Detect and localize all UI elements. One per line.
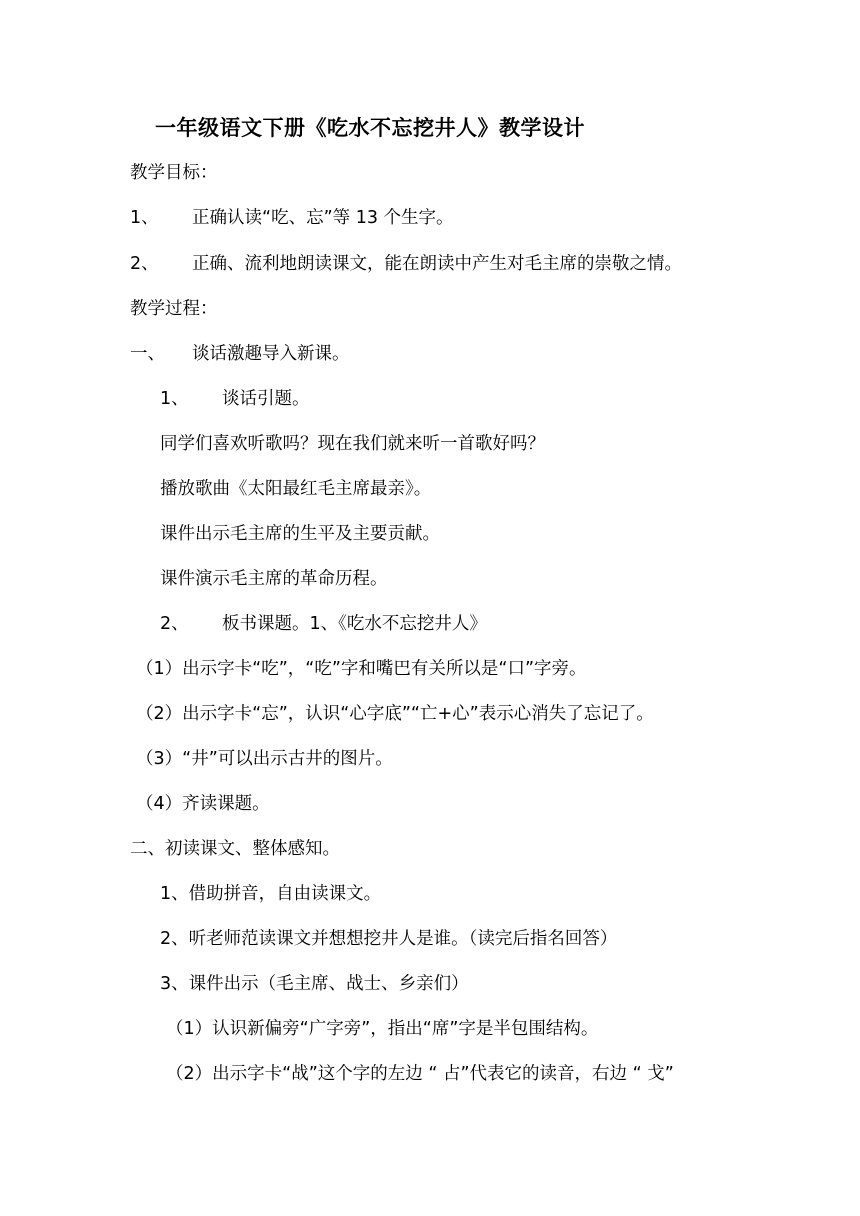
section-text: 谈话激趣导入新课。 <box>192 344 350 364</box>
paragraph-line: 同学们喜欢听歌吗？现在我们就来听一首歌好吗？ <box>160 434 545 454</box>
objective-text: 正确认读“吃、忘”等 13 个生字。 <box>192 208 454 228</box>
objective-item <box>130 252 682 276</box>
section-heading <box>130 342 350 366</box>
step-item: 2、听老师范读课文并想想挖井人是谁。（读完后指名回答） <box>160 929 618 949</box>
step-text: 谈话引题。 <box>222 389 310 409</box>
step-item <box>160 612 487 636</box>
sub-item: （2）出示字卡“忘”，认识“心字底”“亡+心”表示心消失了忘记了。 <box>136 704 654 724</box>
objective-number: 2、 <box>130 254 159 274</box>
objectives-heading: 教学目标： <box>130 163 218 183</box>
step-number: 2、 <box>160 614 189 634</box>
step-item: 1、借助拼音，自由读课文。 <box>160 884 382 904</box>
section-heading: 二、初读课文、整体感知。 <box>130 839 340 859</box>
paragraph-line: 播放歌曲《太阳最红毛主席最亲》。 <box>160 479 432 499</box>
paragraph-line: 课件演示毛主席的革命历程。 <box>160 569 388 589</box>
sub-item: （3）“井”可以出示古井的图片。 <box>136 749 393 769</box>
objective-item <box>130 206 454 230</box>
objective-text: 正确、流利地朗读课文，能在朗读中产生对毛主席的崇敬之情。 <box>192 254 682 274</box>
sub-item: （1）出示字卡“吃”，“吃”字和嘴巴有关所以是“口”字旁。 <box>136 659 587 679</box>
paragraph-line: 课件出示毛主席的生平及主要贡献。 <box>160 524 440 544</box>
sub-item: （2）出示字卡“战”这个字的左边 “ 占”代表它的读音，右边 “ 戈” <box>166 1064 674 1084</box>
objective-number: 1、 <box>130 208 159 228</box>
step-text: 板书课题。1、《吃水不忘挖井人》 <box>222 614 487 634</box>
step-item: 3、课件出示（毛主席、战士、乡亲们） <box>160 974 469 994</box>
step-number: 1、 <box>160 389 189 409</box>
step-item <box>160 387 310 411</box>
section-number: 一、 <box>130 344 165 364</box>
sub-item: （4）齐读课题。 <box>136 794 270 814</box>
sub-item: （1）认识新偏旁“广字旁”，指出“席”字是半包围结构。 <box>166 1019 599 1039</box>
document-title: 一年级语文下册《吃水不忘挖井人》教学设计 <box>155 116 585 140</box>
process-heading: 教学过程： <box>130 299 218 319</box>
